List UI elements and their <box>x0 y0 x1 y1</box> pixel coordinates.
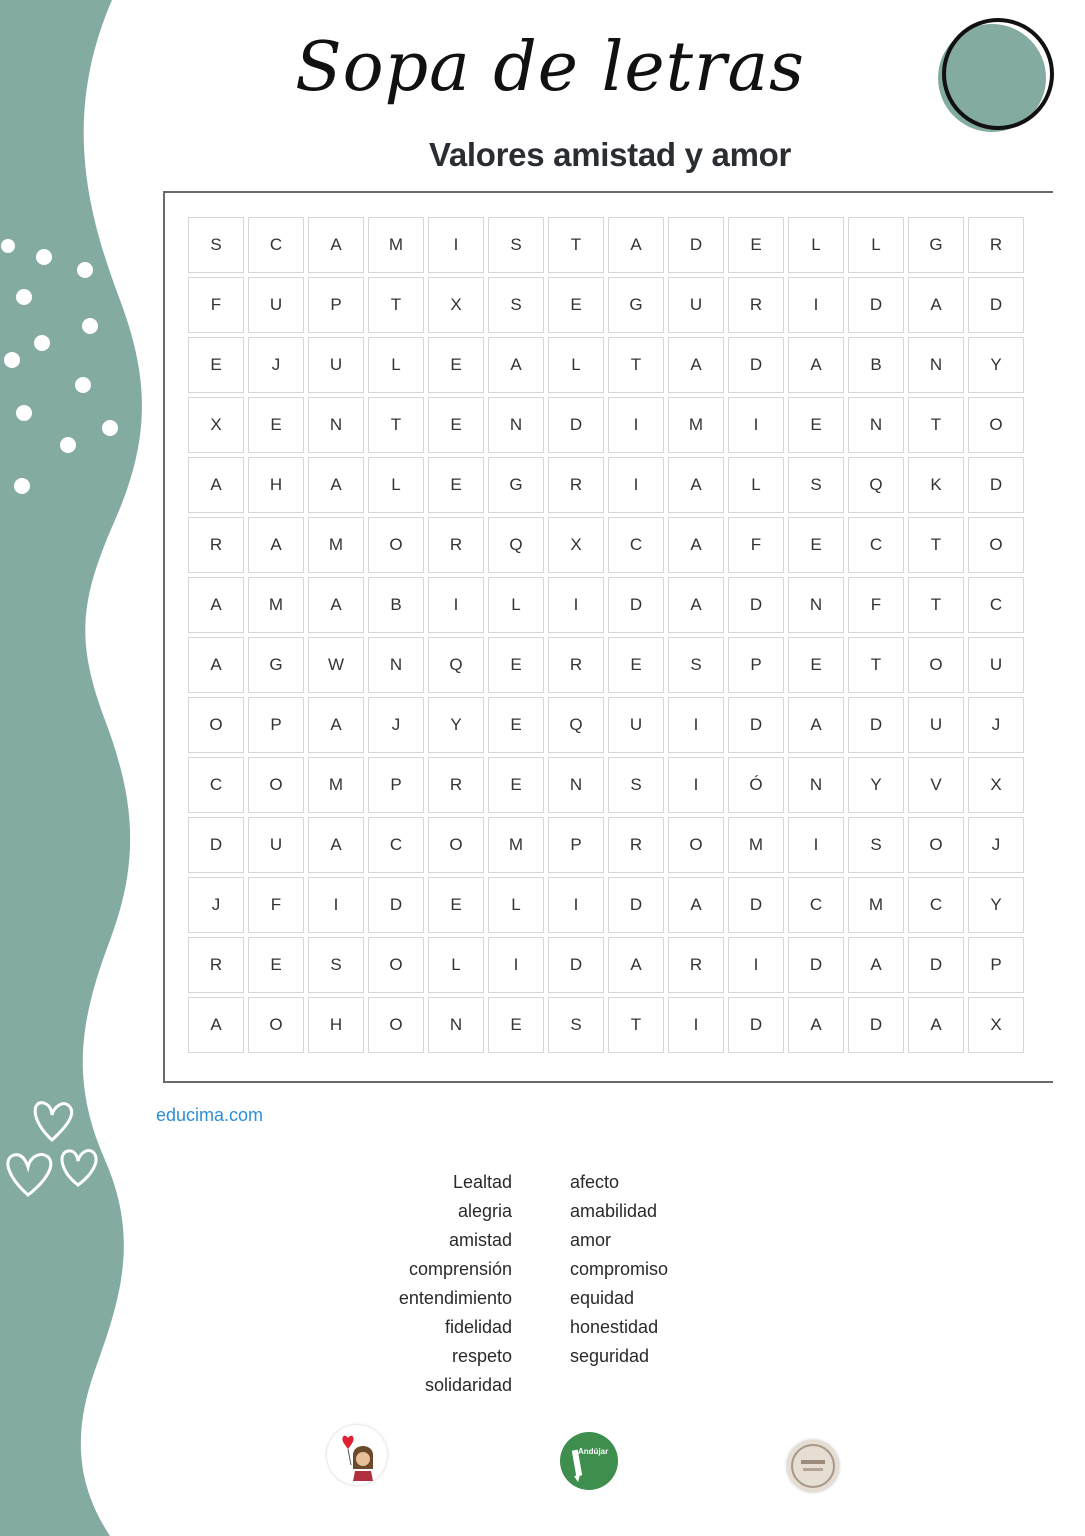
grid-cell[interactable]: N <box>488 397 544 453</box>
grid-cell[interactable]: A <box>488 337 544 393</box>
teacher-avatar-logo <box>327 1425 387 1485</box>
grid-cell[interactable]: L <box>488 577 544 633</box>
grid-row <box>188 277 1028 337</box>
grid-cell[interactable]: D <box>848 697 904 753</box>
grid-cell[interactable]: A <box>188 637 244 693</box>
grid-cell[interactable]: C <box>608 517 664 573</box>
grid-row <box>188 937 1028 997</box>
grid-cell[interactable]: D <box>188 817 244 873</box>
grid-cell[interactable]: Q <box>488 517 544 573</box>
grid-cell[interactable]: O <box>248 997 304 1053</box>
grid-cell[interactable]: A <box>908 277 964 333</box>
grid-cell[interactable]: A <box>188 577 244 633</box>
grid-cell[interactable]: D <box>728 577 784 633</box>
grid-cell[interactable]: M <box>308 517 364 573</box>
grid-cell[interactable]: S <box>848 817 904 873</box>
grid-cell[interactable]: J <box>968 817 1024 873</box>
grid-cell[interactable]: U <box>908 697 964 753</box>
grid-cell[interactable]: R <box>728 277 784 333</box>
grid-cell[interactable]: I <box>548 577 604 633</box>
grid-cell[interactable]: Q <box>848 457 904 513</box>
grid-cell[interactable]: L <box>728 457 784 513</box>
grid-cell[interactable]: M <box>848 877 904 933</box>
grid-cell[interactable]: H <box>308 997 364 1053</box>
grid-cell[interactable]: A <box>668 517 724 573</box>
grid-row <box>188 697 1028 757</box>
grid-cell[interactable]: R <box>968 217 1024 273</box>
grid-cell[interactable]: P <box>368 757 424 813</box>
grid-cell[interactable]: O <box>188 697 244 753</box>
grid-cell[interactable]: S <box>188 217 244 273</box>
grid-cell[interactable]: X <box>968 997 1024 1053</box>
grid-cell[interactable]: S <box>488 277 544 333</box>
grid-cell[interactable]: D <box>608 577 664 633</box>
grid-cell[interactable]: N <box>548 757 604 813</box>
grid-cell[interactable]: E <box>788 637 844 693</box>
grid-cell[interactable]: A <box>188 997 244 1053</box>
grid-cell[interactable]: D <box>788 937 844 993</box>
source-link[interactable]: educima.com <box>156 1105 264 1125</box>
word-item: entendimiento <box>398 1288 512 1308</box>
grid-cell[interactable]: A <box>788 697 844 753</box>
grid-cell[interactable]: F <box>848 577 904 633</box>
grid-cell[interactable]: U <box>608 697 664 753</box>
grid-cell[interactable]: A <box>608 937 664 993</box>
grid-cell[interactable]: I <box>308 877 364 933</box>
grid-cell[interactable]: D <box>848 997 904 1053</box>
grid-cell[interactable]: N <box>368 637 424 693</box>
grid-cell[interactable]: M <box>368 217 424 273</box>
grid-cell[interactable]: A <box>308 577 364 633</box>
corner-circle-decoration <box>934 16 1064 146</box>
grid-cell[interactable]: A <box>308 817 364 873</box>
grid-cell[interactable]: L <box>488 877 544 933</box>
grid-cell[interactable]: D <box>728 997 784 1053</box>
word-item: equidad <box>570 1288 635 1308</box>
grid-cell[interactable]: I <box>728 937 784 993</box>
grid-cell[interactable]: E <box>428 877 484 933</box>
grid-cell[interactable]: X <box>188 397 244 453</box>
grid-row <box>188 397 1028 457</box>
grid-cell[interactable]: D <box>848 277 904 333</box>
grid-cell[interactable]: E <box>788 397 844 453</box>
grid-cell[interactable]: R <box>428 517 484 573</box>
grid-row <box>188 757 1028 817</box>
grid-cell[interactable]: D <box>968 277 1024 333</box>
round-seal-logo <box>787 1440 839 1492</box>
grid-cell[interactable]: O <box>248 757 304 813</box>
grid-cell[interactable]: M <box>248 577 304 633</box>
word-item: amistad <box>448 1230 512 1250</box>
grid-cell[interactable]: L <box>848 217 904 273</box>
grid-cell[interactable]: D <box>368 877 424 933</box>
grid-cell[interactable]: X <box>428 277 484 333</box>
grid-cell[interactable]: A <box>308 217 364 273</box>
grid-cell[interactable]: D <box>548 397 604 453</box>
word-item: respeto <box>451 1346 512 1366</box>
grid-cell[interactable]: U <box>968 637 1024 693</box>
grid-row <box>188 637 1028 697</box>
grid-cell[interactable]: R <box>548 457 604 513</box>
grid-cell[interactable]: P <box>248 697 304 753</box>
grid-cell[interactable]: I <box>668 997 724 1053</box>
seal-icon <box>787 1440 839 1492</box>
grid-cell[interactable]: W <box>308 637 364 693</box>
grid-cell[interactable]: E <box>488 697 544 753</box>
grid-cell[interactable]: O <box>428 817 484 873</box>
word-item: amabilidad <box>570 1201 658 1221</box>
word-list-left <box>332 1170 512 1402</box>
grid-cell[interactable]: E <box>488 757 544 813</box>
grid-cell[interactable]: E <box>488 637 544 693</box>
grid-cell[interactable]: Q <box>428 637 484 693</box>
grid-cell[interactable]: I <box>428 217 484 273</box>
grid-cell[interactable]: O <box>908 637 964 693</box>
grid-cell[interactable]: R <box>608 817 664 873</box>
grid-cell[interactable]: J <box>188 877 244 933</box>
grid-cell[interactable]: O <box>968 397 1024 453</box>
grid-cell[interactable]: P <box>548 817 604 873</box>
word-item: Lealtad <box>452 1172 512 1192</box>
grid-cell[interactable]: D <box>548 937 604 993</box>
grid-cell[interactable]: M <box>308 757 364 813</box>
grid-cell[interactable]: R <box>668 937 724 993</box>
grid-row <box>188 217 1028 277</box>
grid-cell[interactable]: O <box>908 817 964 873</box>
grid-cell[interactable]: A <box>668 457 724 513</box>
grid-cell[interactable]: Ó <box>728 757 784 813</box>
grid-cell[interactable]: G <box>908 217 964 273</box>
grid-cell[interactable]: B <box>848 337 904 393</box>
grid-cell[interactable]: T <box>548 217 604 273</box>
grid-row <box>188 577 1028 637</box>
grid-cell[interactable]: G <box>488 457 544 513</box>
grid-cell[interactable]: C <box>188 757 244 813</box>
grid-cell[interactable]: T <box>908 517 964 573</box>
grid-cell[interactable]: I <box>788 817 844 873</box>
green-pencil-logo <box>560 1432 618 1490</box>
grid-cell[interactable]: A <box>308 457 364 513</box>
grid-cell[interactable]: A <box>788 997 844 1053</box>
grid-cell[interactable]: C <box>908 877 964 933</box>
grid-cell[interactable]: R <box>428 757 484 813</box>
grid-cell[interactable]: B <box>368 577 424 633</box>
grid-cell[interactable]: K <box>908 457 964 513</box>
grid-cell[interactable]: A <box>188 457 244 513</box>
grid-cell[interactable]: Y <box>968 877 1024 933</box>
word-item: seguridad <box>570 1346 650 1366</box>
grid-cell[interactable]: S <box>308 937 364 993</box>
decorative-dots <box>0 0 130 500</box>
grid-row <box>188 877 1028 937</box>
grid-cell[interactable]: G <box>608 277 664 333</box>
grid-cell[interactable]: R <box>188 937 244 993</box>
word-item: amor <box>570 1230 612 1250</box>
grid-cell[interactable]: T <box>368 397 424 453</box>
grid-cell[interactable]: N <box>848 397 904 453</box>
grid-cell[interactable]: I <box>488 937 544 993</box>
grid-cell[interactable]: E <box>548 277 604 333</box>
grid-cell[interactable]: U <box>248 277 304 333</box>
grid-cell[interactable]: N <box>428 997 484 1053</box>
grid-cell[interactable]: S <box>668 637 724 693</box>
grid-cell[interactable]: M <box>488 817 544 873</box>
grid-cell[interactable]: A <box>248 517 304 573</box>
grid-cell[interactable]: C <box>368 817 424 873</box>
grid-cell[interactable]: L <box>788 217 844 273</box>
grid-cell[interactable]: S <box>788 457 844 513</box>
grid-cell[interactable]: Y <box>968 337 1024 393</box>
grid-cell[interactable]: T <box>908 577 964 633</box>
grid-cell[interactable]: A <box>788 337 844 393</box>
grid-cell[interactable]: M <box>668 397 724 453</box>
grid-cell[interactable]: O <box>368 997 424 1053</box>
grid-cell[interactable]: A <box>668 337 724 393</box>
grid-cell[interactable]: A <box>668 877 724 933</box>
grid-cell[interactable]: O <box>968 517 1024 573</box>
grid-cell[interactable]: J <box>968 697 1024 753</box>
grid-cell[interactable]: P <box>968 937 1024 993</box>
word-item: solidaridad <box>424 1375 512 1395</box>
grid-cell[interactable]: A <box>848 937 904 993</box>
grid-cell[interactable]: X <box>968 757 1024 813</box>
grid-row <box>188 997 1028 1057</box>
grid-cell[interactable]: N <box>908 337 964 393</box>
grid-cell[interactable]: U <box>668 277 724 333</box>
word-item: compromiso <box>570 1259 669 1279</box>
grid-cell[interactable]: V <box>908 757 964 813</box>
grid-cell[interactable]: I <box>608 397 664 453</box>
grid-cell[interactable]: I <box>548 877 604 933</box>
grid-cell[interactable]: N <box>788 757 844 813</box>
grid-cell[interactable]: D <box>608 877 664 933</box>
grid-cell[interactable]: T <box>908 397 964 453</box>
grid-cell[interactable]: O <box>368 937 424 993</box>
grid-cell[interactable]: L <box>368 457 424 513</box>
grid-cell[interactable]: D <box>728 697 784 753</box>
grid-cell[interactable]: T <box>848 637 904 693</box>
grid-cell[interactable]: L <box>428 937 484 993</box>
grid-cell[interactable]: E <box>428 457 484 513</box>
word-item: afecto <box>570 1172 620 1192</box>
grid-cell[interactable]: C <box>248 217 304 273</box>
grid-cell[interactable]: T <box>608 337 664 393</box>
grid-cell[interactable]: J <box>248 337 304 393</box>
grid-cell[interactable]: D <box>728 877 784 933</box>
word-item: alegria <box>457 1201 512 1221</box>
grid-cell[interactable]: P <box>728 637 784 693</box>
grid-cell[interactable]: E <box>428 397 484 453</box>
hearts-doodle <box>0 1095 110 1205</box>
grid-cell[interactable]: I <box>728 397 784 453</box>
grid-cell[interactable]: G <box>248 637 304 693</box>
grid-cell[interactable]: S <box>488 217 544 273</box>
grid-cell[interactable]: M <box>728 817 784 873</box>
grid-cell[interactable]: U <box>308 337 364 393</box>
grid-row <box>188 817 1028 877</box>
grid-cell[interactable]: E <box>248 397 304 453</box>
grid-cell[interactable]: C <box>788 877 844 933</box>
grid-cell[interactable]: N <box>308 397 364 453</box>
word-item: fidelidad <box>444 1317 512 1337</box>
letter-grid <box>188 217 1028 1057</box>
grid-cell[interactable]: F <box>728 517 784 573</box>
grid-cell[interactable]: S <box>548 997 604 1053</box>
grid-cell[interactable]: J <box>368 697 424 753</box>
grid-cell[interactable]: E <box>608 637 664 693</box>
word-item: honestidad <box>570 1317 659 1337</box>
grid-cell[interactable]: E <box>488 997 544 1053</box>
grid-cell[interactable]: I <box>668 697 724 753</box>
word-list-right <box>570 1170 770 1373</box>
pencil-icon <box>560 1432 618 1490</box>
grid-cell[interactable]: D <box>908 937 964 993</box>
grid-cell[interactable]: T <box>368 277 424 333</box>
grid-cell[interactable]: L <box>548 337 604 393</box>
grid-cell[interactable]: T <box>608 997 664 1053</box>
grid-cell[interactable]: Q <box>548 697 604 753</box>
grid-cell[interactable]: E <box>248 937 304 993</box>
grid-cell[interactable]: P <box>308 277 364 333</box>
avatar-icon <box>327 1425 387 1485</box>
grid-cell[interactable]: A <box>308 697 364 753</box>
grid-cell[interactable]: Y <box>428 697 484 753</box>
grid-cell[interactable]: I <box>668 757 724 813</box>
grid-row <box>188 337 1028 397</box>
grid-cell[interactable]: O <box>668 817 724 873</box>
grid-cell[interactable]: C <box>968 577 1024 633</box>
grid-cell[interactable]: N <box>788 577 844 633</box>
logo-text: Andújar <box>578 1447 609 1456</box>
grid-cell[interactable]: A <box>668 577 724 633</box>
grid-cell[interactable]: C <box>848 517 904 573</box>
grid-cell[interactable]: A <box>608 217 664 273</box>
grid-cell[interactable]: U <box>248 817 304 873</box>
grid-cell[interactable]: D <box>728 337 784 393</box>
grid-cell[interactable]: H <box>248 457 304 513</box>
grid-cell[interactable]: Y <box>848 757 904 813</box>
grid-cell[interactable]: E <box>788 517 844 573</box>
grid-cell[interactable]: L <box>368 337 424 393</box>
grid-cell[interactable]: F <box>248 877 304 933</box>
grid-cell[interactable]: E <box>728 217 784 273</box>
grid-cell[interactable]: A <box>908 997 964 1053</box>
grid-cell[interactable]: R <box>188 517 244 573</box>
grid-cell[interactable]: X <box>548 517 604 573</box>
grid-row <box>188 517 1028 577</box>
grid-cell[interactable]: O <box>368 517 424 573</box>
grid-cell[interactable]: S <box>608 757 664 813</box>
grid-cell[interactable]: R <box>548 637 604 693</box>
grid-cell[interactable]: I <box>788 277 844 333</box>
grid-cell[interactable]: I <box>428 577 484 633</box>
grid-cell[interactable]: F <box>188 277 244 333</box>
grid-cell[interactable]: I <box>608 457 664 513</box>
word-item: comprensión <box>408 1259 512 1279</box>
grid-cell[interactable]: E <box>188 337 244 393</box>
grid-row <box>188 457 1028 517</box>
page-title: Sopa de letras <box>295 28 805 107</box>
grid-cell[interactable]: D <box>668 217 724 273</box>
grid-cell[interactable]: E <box>428 337 484 393</box>
grid-cell[interactable]: D <box>968 457 1024 513</box>
puzzle-subtitle: Valores amistad y amor <box>428 136 792 173</box>
